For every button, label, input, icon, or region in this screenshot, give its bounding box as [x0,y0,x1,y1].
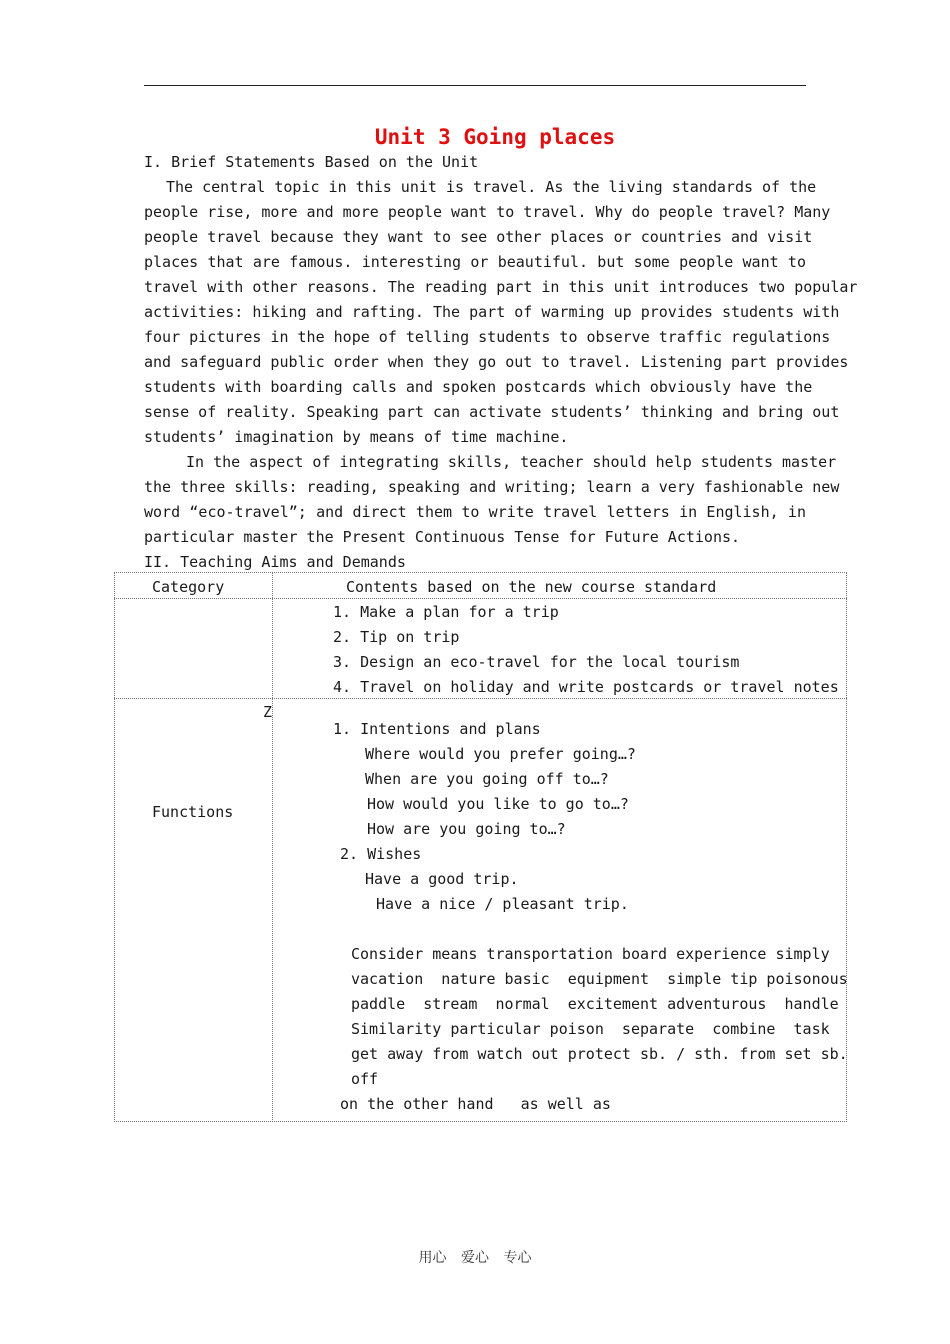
section-2-heading: II. Teaching Aims and Demands [144,553,406,571]
table-column-divider [272,572,273,1122]
aim-item: 4. Travel on holiday and write postcards or travel notes [333,678,839,696]
intention-item: When are you going off to…? [365,770,609,788]
para2-line: In the aspect of integrating skills, teacher should help students master [186,453,837,471]
para1-line: students’ imagination by means of time machine. [144,428,569,446]
para1-line: students with boarding calls and spoken postcards which obviously have the [144,378,813,396]
wishes-heading: 2. Wishes [340,845,422,863]
vocabulary-line: off [351,1070,379,1088]
para1-line: people travel because they want to see other places or countries and visit [144,228,813,246]
para1-line: activities: hiking and rafting. The part of warming up provides students with [144,303,840,321]
phrases-line: on the other hand as well as [340,1095,611,1113]
cell-marker: Z [263,703,273,721]
para2-line: the three skills: reading, speaking and writing; learn a very fashionable new [144,478,840,496]
intention-item: How are you going to…? [367,820,566,838]
para1-line: sense of reality. Speaking part can activate students’ thinking and bring out [144,403,840,421]
para1-line: four pictures in the hope of telling students to observe traffic regulations [144,328,831,346]
para1-line: travel with other reasons. The reading part in this unit introduces two popular [144,278,858,296]
para1-line: people rise, more and more people want to travel. Why do people travel? Many [144,203,831,221]
contents-header: Contents based on the new course standard [346,578,717,596]
para1-line: and safeguard public order when they go out to travel. Listening part provides [144,353,849,371]
wish-item: Have a nice / pleasant trip. [376,895,629,913]
functions-label: Functions [152,803,234,821]
section-1-heading: I. Brief Statements Based on the Unit [144,153,479,171]
vocabulary-line: get away from watch out protect sb. / sth. from set sb. [351,1045,848,1063]
header-rule [144,85,806,86]
page-title: Unit 3 Going places [374,125,616,149]
vocabulary-line: Similarity particular poison separate combine task [351,1020,830,1038]
page-footer: 用心 爱心 专心 [418,1250,532,1266]
aim-item: 2. Tip on trip [333,628,460,646]
aim-item: 3. Design an eco-travel for the local tourism [333,653,740,671]
category-header: Category [152,578,225,596]
para1-line: places that are famous. interesting or beautiful. but some people want to [144,253,806,271]
intention-item: Where would you prefer going…? [365,745,636,763]
vocabulary-line: paddle stream normal excitement adventurous handle [351,995,839,1013]
vocabulary-line: vacation nature basic equipment simple tip poisonous [351,970,848,988]
intentions-heading: 1. Intentions and plans [333,720,541,738]
para2-line: word “eco-travel”; and direct them to write travel letters in English, in [144,503,806,521]
para1-line: The central topic in this unit is travel. As the living standards of the [166,178,817,196]
para2-line: particular master the Present Continuous Tense for Future Actions. [144,528,741,546]
intention-item: How would you like to go to…? [367,795,629,813]
vocabulary-line: Consider means transportation board experience simply [351,945,830,963]
aim-item: 1. Make a plan for a trip [333,603,559,621]
wish-item: Have a good trip. [365,870,519,888]
